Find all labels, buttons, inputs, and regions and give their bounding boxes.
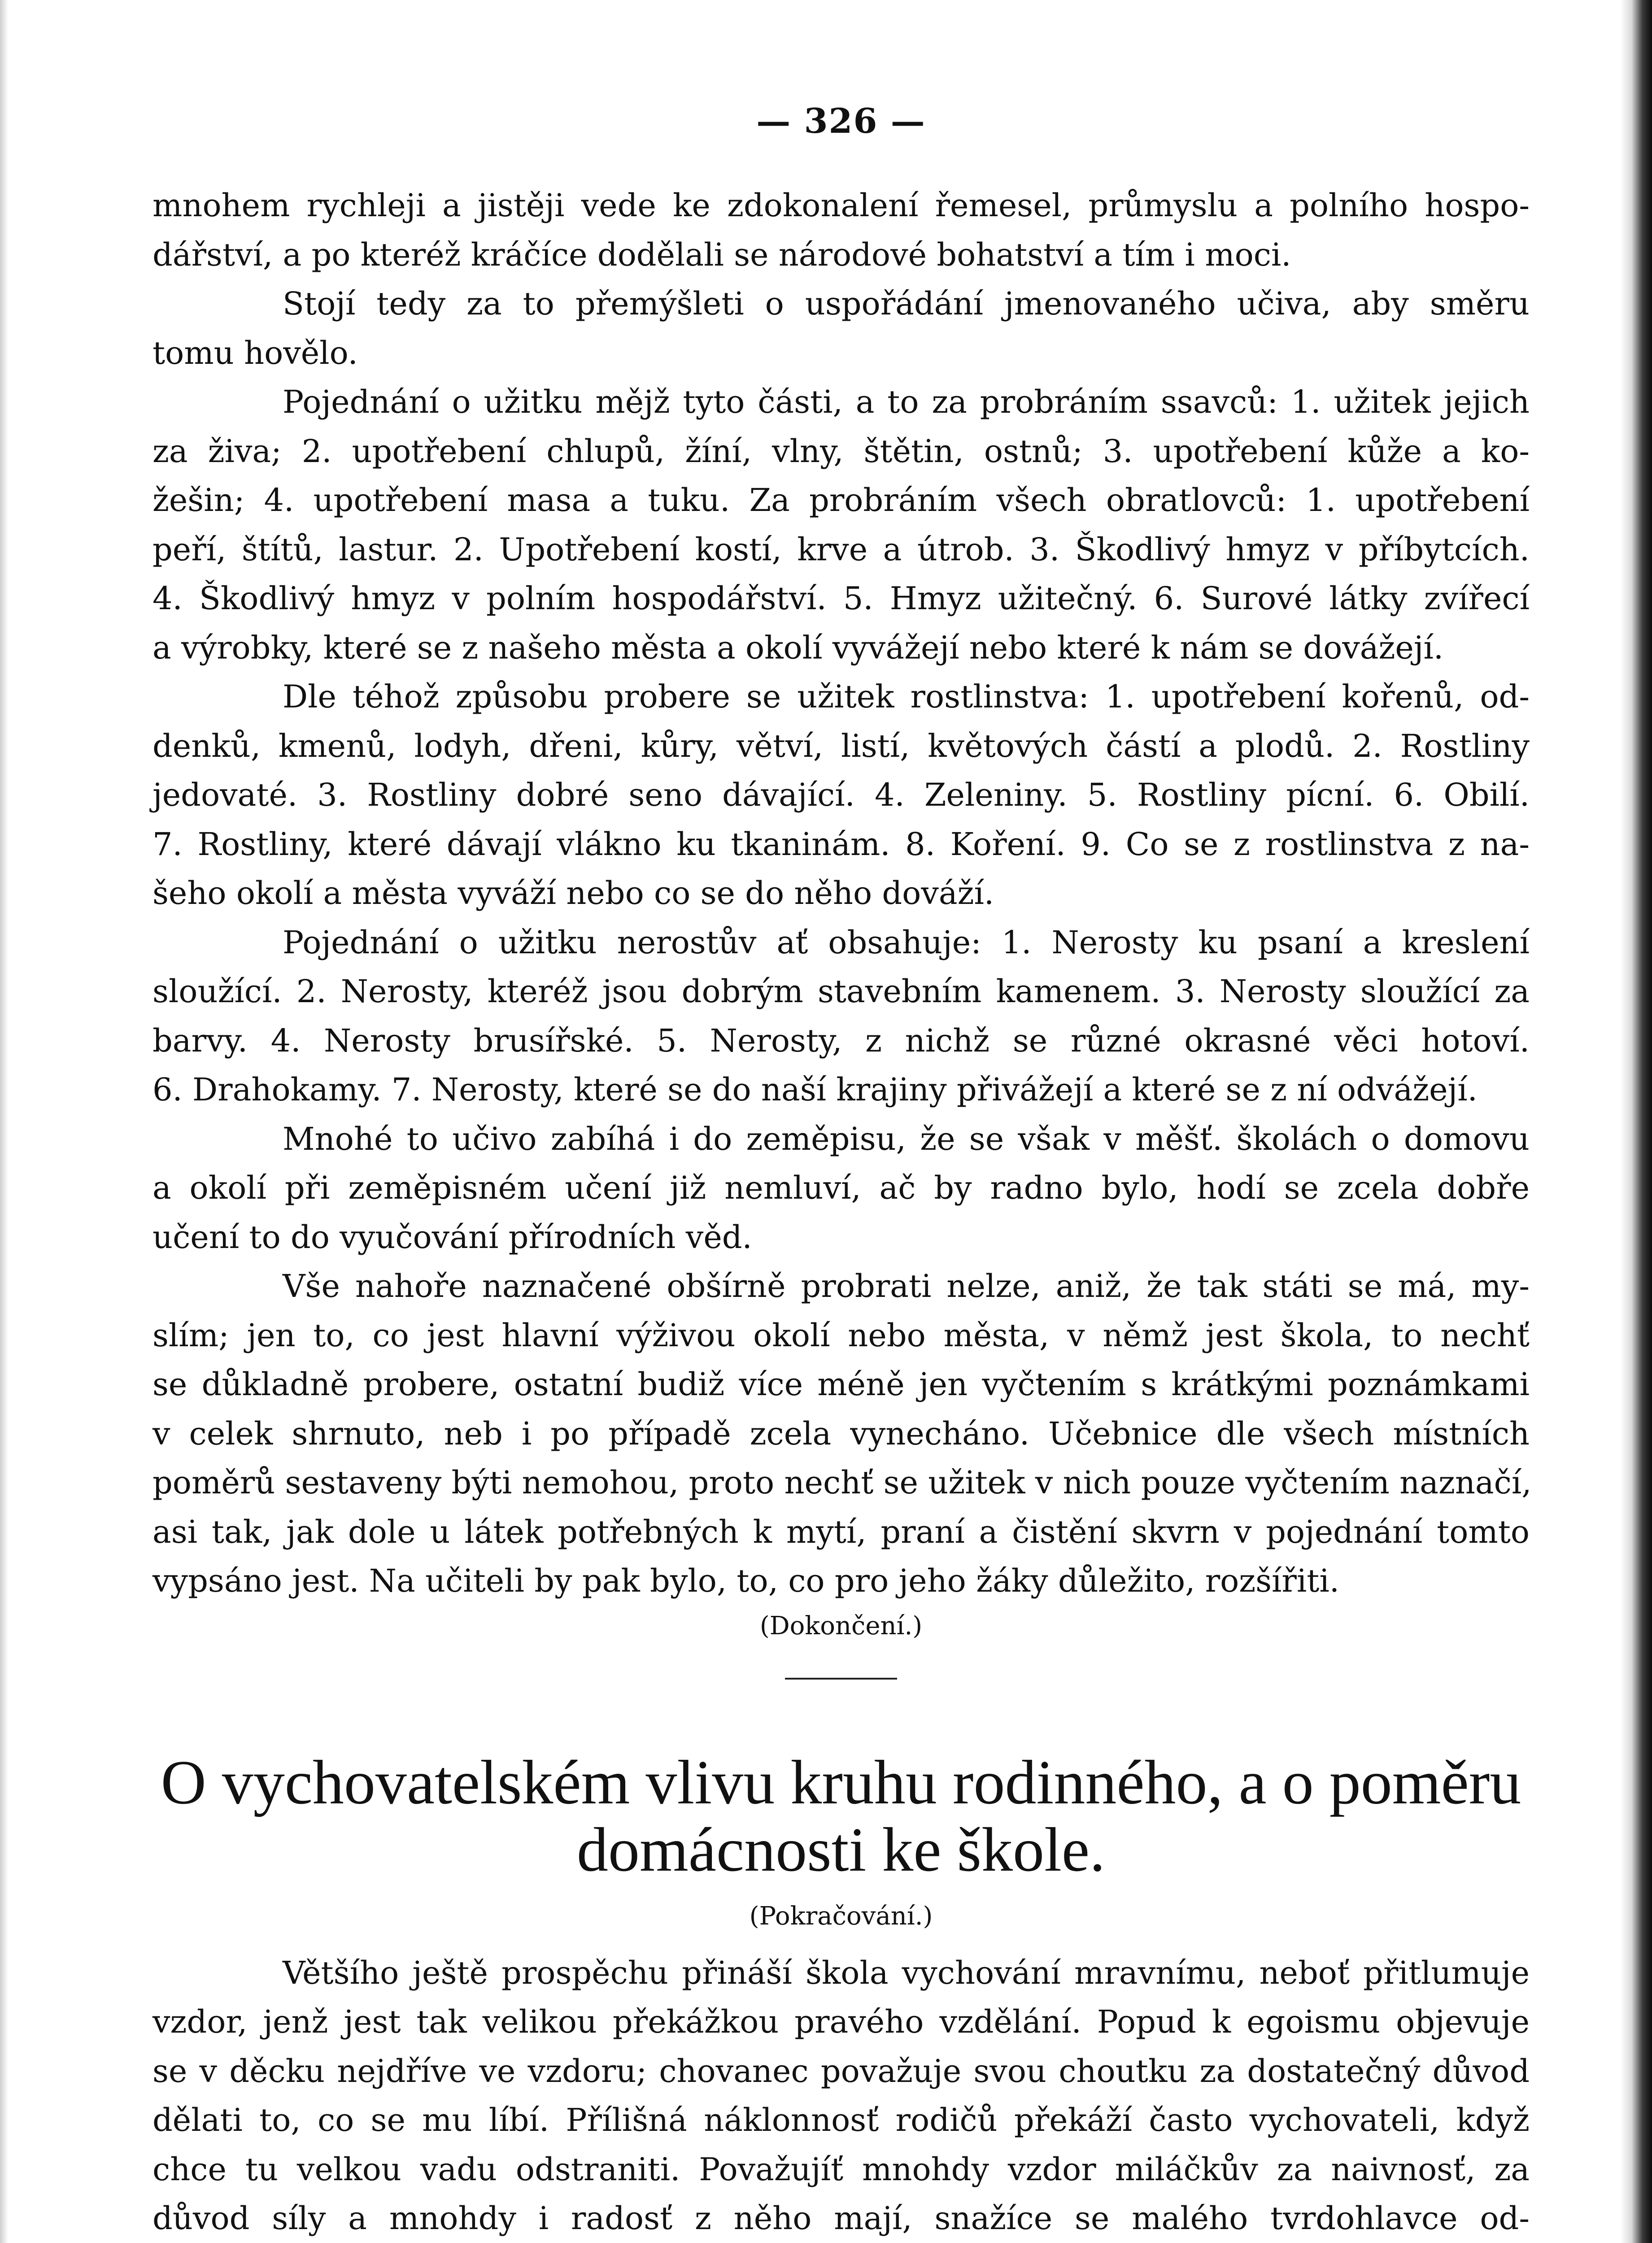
section-divider: [785, 1678, 897, 1680]
text-line: 6. Drahokamy. 7. Nerosty, které se do naší krajiny přivážejí a které se z ní odvážejí.: [153, 1071, 1478, 1108]
text-line: dářství, a po kteréž kráčíce dodělali se národové bohatství a tím i moci.: [153, 236, 1291, 273]
text-line: v celek shrnuto, neb i po případě zcela vynecháno. Učebnice dle všech místních: [153, 1415, 1530, 1452]
text-line: sloužící. 2. Nerosty, kteréž jsou dobrým stavebním kamenem. 3. Nerosty sloužící za: [153, 973, 1530, 1010]
text-line: a výrobky, které se z našeho města a okolí vyvážejí nebo které k nám se dovážejí.: [153, 629, 1444, 666]
text-line: Mnohé to učivo zabíhá i do zeměpisu, že se však v měšť. školách o domovu: [283, 1120, 1530, 1157]
text-line: slím; jen to, co jest hlavní výživou okolí nebo města, v němž jest škola, to nechť: [153, 1317, 1530, 1354]
text-line: Pojednání o užitku nerostův ať obsahuje: 1. Nerosty ku psaní a kreslení: [283, 924, 1530, 961]
text-line: 4. Škodlivý hmyz v polním hospodářství. 5. Hmyz užitečný. 6. Surové látky zvířecí: [153, 580, 1530, 617]
paragraph-7: [153, 1262, 1530, 1606]
text-line: mnohem rychleji a jistěji vede ke zdokonalení řemesel, průmyslu a polního hospo-: [153, 187, 1530, 224]
section-2-body: [153, 1949, 1530, 2243]
article-title: [153, 1749, 1530, 1884]
text-line: důvod síly a mnohdy i radosť z něho mají, snažíce se malého tvrdohlavce od-: [153, 2200, 1530, 2237]
text-line: vzdor, jenž jest tak velikou překážkou pravého vzdělání. Popud k egoismu objevuje: [153, 2003, 1530, 2040]
text-line: asi tak, jak dole u látek potřebných k mytí, praní a čistění skvrn v pojednání tomto: [153, 1513, 1530, 1550]
text-line: jedovaté. 3. Rostliny dobré seno dávající. 4. Zeleniny. 5. Rostliny pícní. 6. Obilí.: [153, 777, 1530, 813]
text-line: tomu hovělo.: [153, 334, 358, 371]
scan-edge-right: [1621, 0, 1652, 2243]
text-line: vypsáno jest. Na učiteli by pak bylo, to, co pro jeho žáky důležito, rozšířiti.: [153, 1562, 1340, 1599]
text-line: Většího ještě prospěchu přináší škola vychování mravnímu, neboť přitlumuje: [283, 1954, 1530, 1991]
page-number: — 326 —: [756, 101, 926, 141]
paragraph-1: [153, 181, 1530, 279]
text-line: denků, kmenů, lodyh, dřeni, kůry, větví, listí, květových částí a plodů. 2. Rostliny: [153, 727, 1530, 764]
text-line: Vše nahoře naznačené obšírně probrati nelze, aniž, že tak státi se má, my-: [283, 1268, 1530, 1305]
text-line: 7. Rostliny, které dávají vlákno ku tkaninám. 8. Koření. 9. Co se z rostlinstva z na-: [153, 825, 1530, 863]
text-line: poměrů sestaveny býti nemohou, proto nechť se užitek v nich pouze vyčtením naznačí,: [153, 1464, 1532, 1501]
article-title-line-1: O vychovatelském vlivu kruhu rodinného, a o poměru: [161, 1747, 1521, 1817]
document-page: [153, 101, 1530, 2243]
section-1-body: [153, 181, 1530, 1606]
text-line: za živa; 2. upotřebení chlupů, žíní, vlny, štětin, ostnů; 3. upotřebení kůže a ko-: [153, 432, 1530, 470]
text-line: se v děcku nejdříve ve vzdoru; chovanec považuje svou choutku za dostatečný důvod: [153, 2052, 1530, 2090]
text-line: Stojí tedy za to přemýšleti o uspořádání jmenovaného učiva, aby směru: [283, 285, 1530, 322]
text-line: barvy. 4. Nerosty brusířské. 5. Nerosty, z nichž se různé okrasné věci hotoví.: [153, 1022, 1530, 1059]
article-subtitle: (Pokračování.): [749, 1901, 933, 1931]
article-paragraph-1: [153, 1949, 1530, 2243]
text-line: a okolí při zeměpisném učení již nemluví, ač by radno bylo, hodí se zcela dobře: [153, 1170, 1530, 1206]
closing-note: (Dokončení.): [759, 1611, 923, 1641]
text-line: Dle téhož způsobu probere se užitek rostlinstva: 1. upotřebení kořenů, od-: [283, 678, 1530, 715]
text-line: Pojednání o užitku mějž tyto části, a to za probráním ssavců: 1. užitek jejich: [283, 384, 1530, 420]
paragraph-2: [153, 279, 1530, 378]
paragraph-6: [153, 1115, 1530, 1262]
text-line: se důkladně probere, ostatní budiž více méně jen vyčtením s krátkými poznámkami: [153, 1366, 1530, 1403]
text-line: dělati to, co se mu líbí. Přílišná náklonnosť rodičů překáží často vychovateli, když: [153, 2102, 1530, 2138]
scan-edge-left: [0, 0, 8, 2243]
paragraph-5: [153, 918, 1530, 1115]
text-line: učení to do vyučování přírodních věd.: [153, 1218, 752, 1256]
text-line: žešin; 4. upotřebení masa a tuku. Za probráním všech obratlovců: 1. upotřebení: [153, 482, 1530, 519]
article-title-line-2: domácnosti ke škole.: [576, 1815, 1106, 1885]
text-line: peří, štítů, lastur. 2. Upotřebení kostí, krve a útrob. 3. Škodlivý hmyz v příbytcích.: [153, 531, 1530, 568]
paragraph-3: [153, 378, 1530, 672]
text-line: šeho okolí a města vyváží nebo co se do něho dováží.: [153, 875, 994, 912]
text-line: chce tu velkou vadu odstraniti. Považujíť mnohdy vzdor miláčkův za naivnosť, za: [153, 2151, 1530, 2188]
paragraph-4: [153, 672, 1530, 918]
